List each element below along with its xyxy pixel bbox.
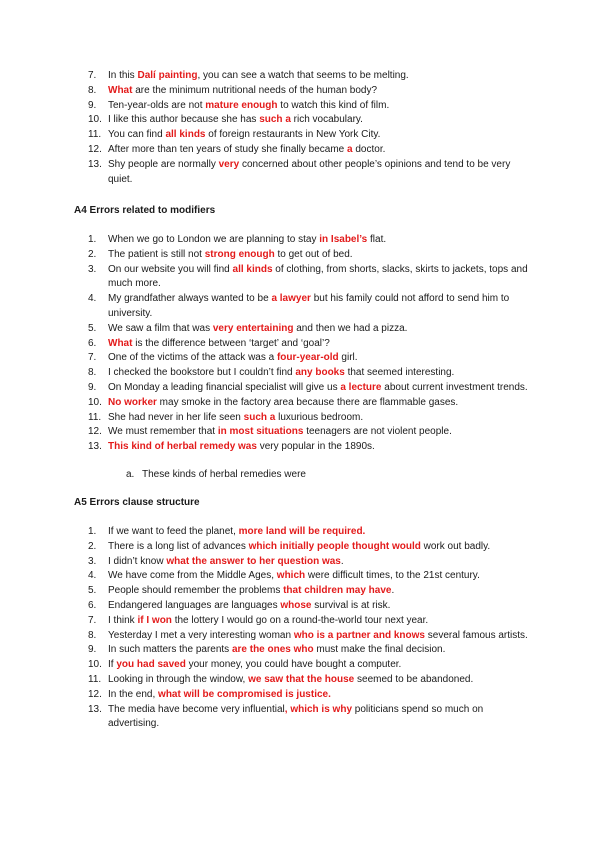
item-text: and then we had a pizza. [293,322,408,334]
correction-highlight: such a [259,114,291,126]
item-text: The patient is still not [108,248,205,260]
list-a3-continued [74,69,534,187]
item-number: 12. [88,688,102,700]
numbered-list [74,233,534,455]
item-number: 13. [88,703,102,715]
item-text: of clothing, from shorts, slacks, skirts to jackets, tops and much more. [108,263,528,290]
correction-highlight: What [108,84,133,96]
item-number: 11. [88,129,102,141]
list-item [74,629,534,644]
item-number: 2. [88,248,97,260]
item-text: Shy people are normally [108,158,219,170]
list-item [74,673,534,688]
item-text: to watch this kind of film. [277,99,390,111]
item-number: 2. [88,540,97,552]
list-item [74,158,534,188]
correction-highlight: any books [295,367,345,379]
item-number: 3. [88,263,97,275]
item-text: flat. [367,234,387,245]
list-item [74,351,534,366]
item-text: politicians spend so much on advertising. [108,703,484,730]
item-text: People should remember the problems [108,585,284,597]
correction-highlight: , which is why [284,703,353,715]
sub-item-number: a. [126,469,135,480]
correction-highlight: if I won [137,614,172,626]
correction-highlight: a [347,143,353,155]
list-item [74,569,534,584]
list-item [74,658,534,673]
item-number: 9. [88,99,97,111]
item-number: 10. [88,396,102,408]
item-text: The media have become very influential [108,703,285,715]
correction-highlight: are the ones who [231,644,314,656]
item-number: 10. [88,659,102,671]
item-number: 5. [88,585,97,597]
correction-highlight: we saw that the house [248,673,355,685]
item-text: Endangered languages are languages [108,599,281,611]
item-text: Ten-year-olds are not [108,99,206,111]
list-item [74,233,534,248]
correction-highlight: all kinds [232,263,273,275]
item-text: We have come from the Middle Ages, [108,570,277,582]
item-number: 11. [88,673,102,685]
item-text: There is a long list of advances [108,540,249,552]
item-number: 1. [88,526,97,537]
correction-highlight: a lawyer [271,293,311,305]
item-text: If [108,659,117,671]
item-number: 12. [88,426,102,438]
item-number: 4. [88,293,97,305]
list-item [74,128,534,143]
item-text: your money, you could have bought a computer. [185,659,402,671]
item-text: , you can see a watch that seems to be melting. [197,70,409,81]
numbered-list [74,525,534,732]
list-item [74,584,534,599]
item-text: work out badly. [420,540,491,552]
list-item [74,614,534,629]
list-item [74,440,534,455]
item-text: may smoke in the factory area because there are flammable gases. [156,396,459,408]
list-item [74,366,534,381]
item-text: concerned about other people’s opinions and tend to be very quiet. [108,158,511,185]
correction-highlight: strong enough [204,248,275,260]
correction-highlight: very entertaining [212,322,294,334]
item-number: 8. [88,629,97,641]
heading-a4: A4 Errors related to modifiers [74,205,216,216]
correction-highlight: which [276,570,306,582]
item-number: 5. [88,322,97,334]
item-number: 8. [88,84,97,96]
item-text: several famous artists. [424,629,528,641]
heading-a5: A5 Errors clause structure [74,497,200,508]
item-text: Looking in through the window, [108,673,249,685]
correction-highlight: more land will be required. [238,526,366,537]
item-text: When we go to London we are planning to stay [108,234,320,245]
correction-highlight: whose [280,599,312,611]
list-item [74,425,534,440]
item-text: In such matters the parents [108,644,232,656]
item-text: I like this author because she has [108,114,260,126]
list-item [74,703,534,733]
list-item [74,99,534,114]
item-text: I checked the bookstore but I couldn’t find [108,367,296,379]
list-item [74,322,534,337]
list-item [74,688,534,703]
list-item [74,555,534,570]
item-text: On our website you will find [108,263,233,275]
item-number: 12. [88,143,102,155]
correction-highlight: all kinds [165,129,206,141]
correction-highlight: Dalí painting [137,70,198,81]
list-item [74,599,534,614]
item-number: 1. [88,234,97,245]
list-a5 [74,525,534,732]
correction-highlight: mature enough [205,99,278,111]
correction-highlight: such a [243,411,276,423]
correction-highlight: you had saved [116,659,186,671]
item-number: 13. [88,158,102,170]
item-number: 9. [88,381,97,393]
item-text: very popular in the 1890s. [256,441,375,453]
item-number: 6. [88,337,97,349]
list-item [74,337,534,352]
correction-highlight: four-year-old [276,352,339,364]
item-number: 3. [88,555,97,567]
item-text: . [391,585,395,597]
correction-highlight: What [108,337,133,349]
item-text: After more than ten years of study she finally became [108,143,348,155]
item-text: In the end, [108,688,159,700]
list-item [74,411,534,426]
correction-highlight: which initially people thought would [248,540,421,552]
item-number: 10. [88,114,102,126]
item-number: 7. [88,70,97,81]
item-text: I didn’t know [108,555,167,567]
correction-highlight: in Isabel’s [319,234,368,245]
list-item [74,113,534,128]
item-number: 11. [88,411,102,423]
item-number: 6. [88,599,97,611]
item-text: but his family could not afford to send him to university. [108,293,510,319]
item-text: the lottery I would go on a round-the-world tour next year. [171,614,429,626]
item-text: One of the victims of the attack was a [108,352,277,364]
list-item [74,248,534,263]
item-text: must make the final decision. [313,644,446,656]
correction-highlight: what will be compromised is justice. [158,688,331,700]
list-item [74,69,534,84]
item-text: is the difference between ‘target’ and ‘goal’? [132,337,330,349]
list-item [74,84,534,99]
item-text: . [340,555,344,567]
item-number: 7. [88,352,97,364]
list-a4 [74,233,534,455]
item-text: You can find [108,129,166,141]
item-text: that seemed interesting. [344,367,455,379]
item-number: 7. [88,614,97,626]
item-text: We must remember that [108,426,218,438]
item-text: doctor. [352,143,386,155]
item-text: were difficult times, to the 21st century. [305,570,480,582]
item-number: 8. [88,367,97,379]
item-text: In this [108,70,138,81]
item-text: of foreign restaurants in New York City. [205,129,381,141]
list-item [74,396,534,411]
correction-highlight: No worker [108,396,157,408]
item-text: I think [108,614,138,626]
item-text: are the minimum nutritional needs of the human body? [132,84,378,96]
item-text: My grandfather always wanted to be [108,293,272,305]
item-text: teenagers are not violent people. [303,426,452,438]
list-item [74,540,534,555]
list-item [74,643,534,658]
item-text: girl. [338,352,358,364]
item-text: If we want to feed the planet, [108,526,239,537]
correction-highlight: This kind of herbal remedy was [108,441,257,453]
correction-highlight: what the answer to her question was [166,555,341,567]
item-text: about current investment trends. [381,381,528,393]
item-text: We saw a film that was [108,322,213,334]
list-item [74,143,534,158]
item-text: to get out of bed. [274,248,353,260]
item-text: She had never in her life seen [108,411,244,423]
item-text: seemed to be abandoned. [354,673,474,685]
sub-item-a [126,468,306,482]
item-text: On Monday a leading financial specialist will give us [108,381,341,393]
item-text: luxurious bedroom. [275,411,364,423]
list-item [74,292,534,322]
item-number: 4. [88,570,97,582]
correction-highlight: that children may have [283,585,392,597]
correction-highlight: who is a partner and knows [293,629,425,641]
list-item [74,525,534,540]
correction-highlight: in most situations [217,426,304,438]
sub-item-text: These kinds of herbal remedies were [142,469,306,480]
item-text: survival is at risk. [311,599,391,611]
item-text: Yesterday I met a very interesting woman [108,629,294,641]
list-item [74,381,534,396]
item-number: 13. [88,441,102,453]
correction-highlight: a lecture [340,381,382,393]
list-item [74,263,534,293]
numbered-list [74,69,534,187]
item-number: 9. [88,644,97,656]
correction-highlight: very [218,158,240,170]
item-text: rich vocabulary. [290,114,363,126]
